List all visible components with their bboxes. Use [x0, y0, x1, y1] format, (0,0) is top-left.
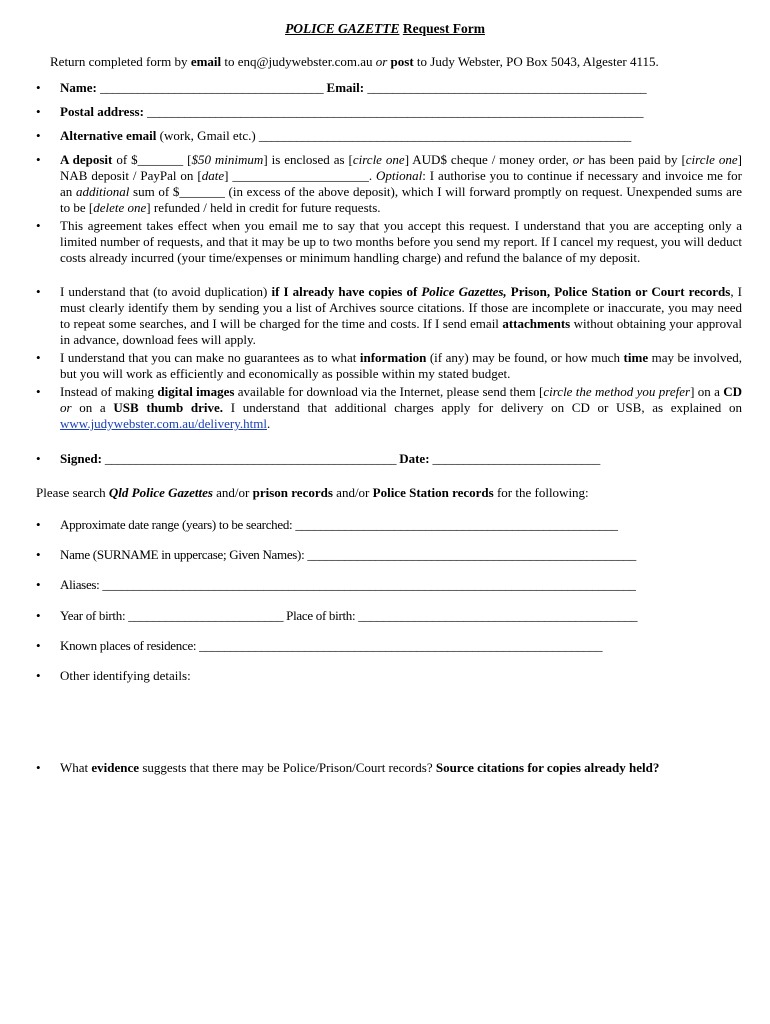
bullet: • — [36, 608, 41, 623]
evidence-question: What evidence suggests that there may be Police/Prison/Court records? Source citations for copies already held? — [60, 760, 660, 775]
postal-field[interactable]: ________________________________________________________________________________ — [147, 104, 644, 119]
signed-label: Signed: — [60, 451, 102, 466]
return-text-1: Return completed form by — [50, 54, 191, 69]
title-request-form: Request Form — [402, 21, 485, 36]
deposit-paragraph: A deposit of $_______ [$50 minimum] is enclosed as [circle one] AUD$ cheque / money order, or has been paid by [circle one] NAB deposit / PayPal on [date] _____________________. Optional: I authorise you to continue if necessary and invoice me for an additional sum of $_______ (in excess of the above deposit), which I will forward promptly on request. Unexpended sums are to be [delete one] refunded / held in credit for future requests. — [60, 152, 742, 215]
bullet: • — [36, 638, 41, 653]
bullet: • — [36, 760, 41, 775]
date-field[interactable]: ___________________________ — [429, 451, 600, 466]
return-or-word: or — [375, 54, 388, 69]
return-text-2: to enq@judywebster.com.au — [221, 54, 376, 69]
bullet: • — [36, 547, 41, 562]
agreement-paragraph: This agreement takes effect when you email me to say that you accept this request. I understand that you are accepting only a limited number of requests, and that it may be up to two months before you send my report. If I cancel my request, you will deduct costs already incurred (your time/expenses or minimum handling charge) and refund the balance of my deposit. — [60, 218, 742, 265]
bullet: • — [36, 451, 41, 466]
email-field[interactable]: _____________________________________________ — [367, 80, 647, 95]
bullet: • — [36, 668, 41, 683]
search-intro: Please search Qld Police Gazettes and/or prison records and/or Police Station records for the following: — [36, 485, 589, 500]
bullet: • — [36, 128, 41, 143]
evidence-answer-area[interactable] — [60, 782, 740, 1002]
bullet: • — [36, 577, 41, 592]
bullet: • — [36, 384, 41, 399]
bullet: • — [36, 350, 41, 365]
date-label: Date: — [399, 451, 430, 466]
other-details-label: Other identifying details: — [60, 668, 191, 683]
return-post-word: post — [390, 54, 414, 69]
name-search-field[interactable]: Name (SURNAME in uppercase; Given Names): _____________________________________________________ — [60, 547, 636, 562]
bullet: • — [36, 517, 41, 532]
guarantees-paragraph: I understand that you can make no guarantees as to what information (if any) may be found, or how much time may be involved, but you will work as efficiently and economically as possible within my stated budget. — [60, 350, 742, 381]
year-of-birth-field[interactable]: Year of birth: _________________________ — [60, 608, 284, 623]
alt-email-note: (work, Gmail etc.) — [156, 128, 259, 143]
name-label: Name: — [60, 80, 97, 95]
other-details-area[interactable] — [60, 690, 740, 760]
residence-field[interactable]: Known places of residence: _________________________________________________________________ — [60, 638, 603, 653]
postal-label: Postal address: — [60, 104, 144, 119]
return-instructions — [50, 54, 750, 70]
digital-paragraph: Instead of making digital images available for download via the Internet, please send them [circle the method you prefer] on a CD or on a USB thumb drive. I understand that additional charges apply for delivery on CD or USB, as explained on www.judywebster.com.au/delivery.html. — [60, 384, 742, 431]
email-label: Email: — [326, 80, 365, 95]
duplication-paragraph: I understand that (to avoid duplication) if I already have copies of Police Gazettes, Prison, Police Station or Court records, I must clearly identify them by sending you a list of Archives source citations. If those are incomplete or inaccurate, you may need to repeat some searches, and I will be charged for the time and costs. If I send email attachments without obtaining your approval in advance, download fees will apply. — [60, 284, 743, 347]
date-range-field[interactable]: Approximate date range (years) to be searched: ____________________________________________________ — [60, 517, 618, 532]
bullet: • — [36, 284, 41, 299]
bullet: • — [36, 152, 41, 167]
title-gazette: POLICE GAZETTE — [285, 21, 400, 36]
return-email-word: email — [190, 54, 222, 69]
aliases-field[interactable]: Aliases: ______________________________________________________________________________________ — [60, 577, 636, 592]
alt-email-field[interactable]: ____________________________________________________________ — [258, 128, 631, 143]
alt-email-label: Alternative email — [60, 128, 157, 143]
form-title — [0, 21, 770, 37]
bullet: • — [36, 80, 41, 95]
bullet: • — [36, 104, 41, 119]
return-text-3: to Judy Webster, PO Box 5043, Algester 4115. — [413, 54, 659, 69]
signature-field[interactable]: _______________________________________________ — [101, 451, 400, 466]
delivery-link[interactable]: www.judywebster.com.au/delivery.html — [60, 416, 267, 431]
bullet: • — [36, 218, 41, 233]
name-field[interactable]: ____________________________________ — [100, 80, 324, 95]
place-of-birth-field[interactable]: Place of birth: _____________________________________________ — [283, 608, 638, 623]
